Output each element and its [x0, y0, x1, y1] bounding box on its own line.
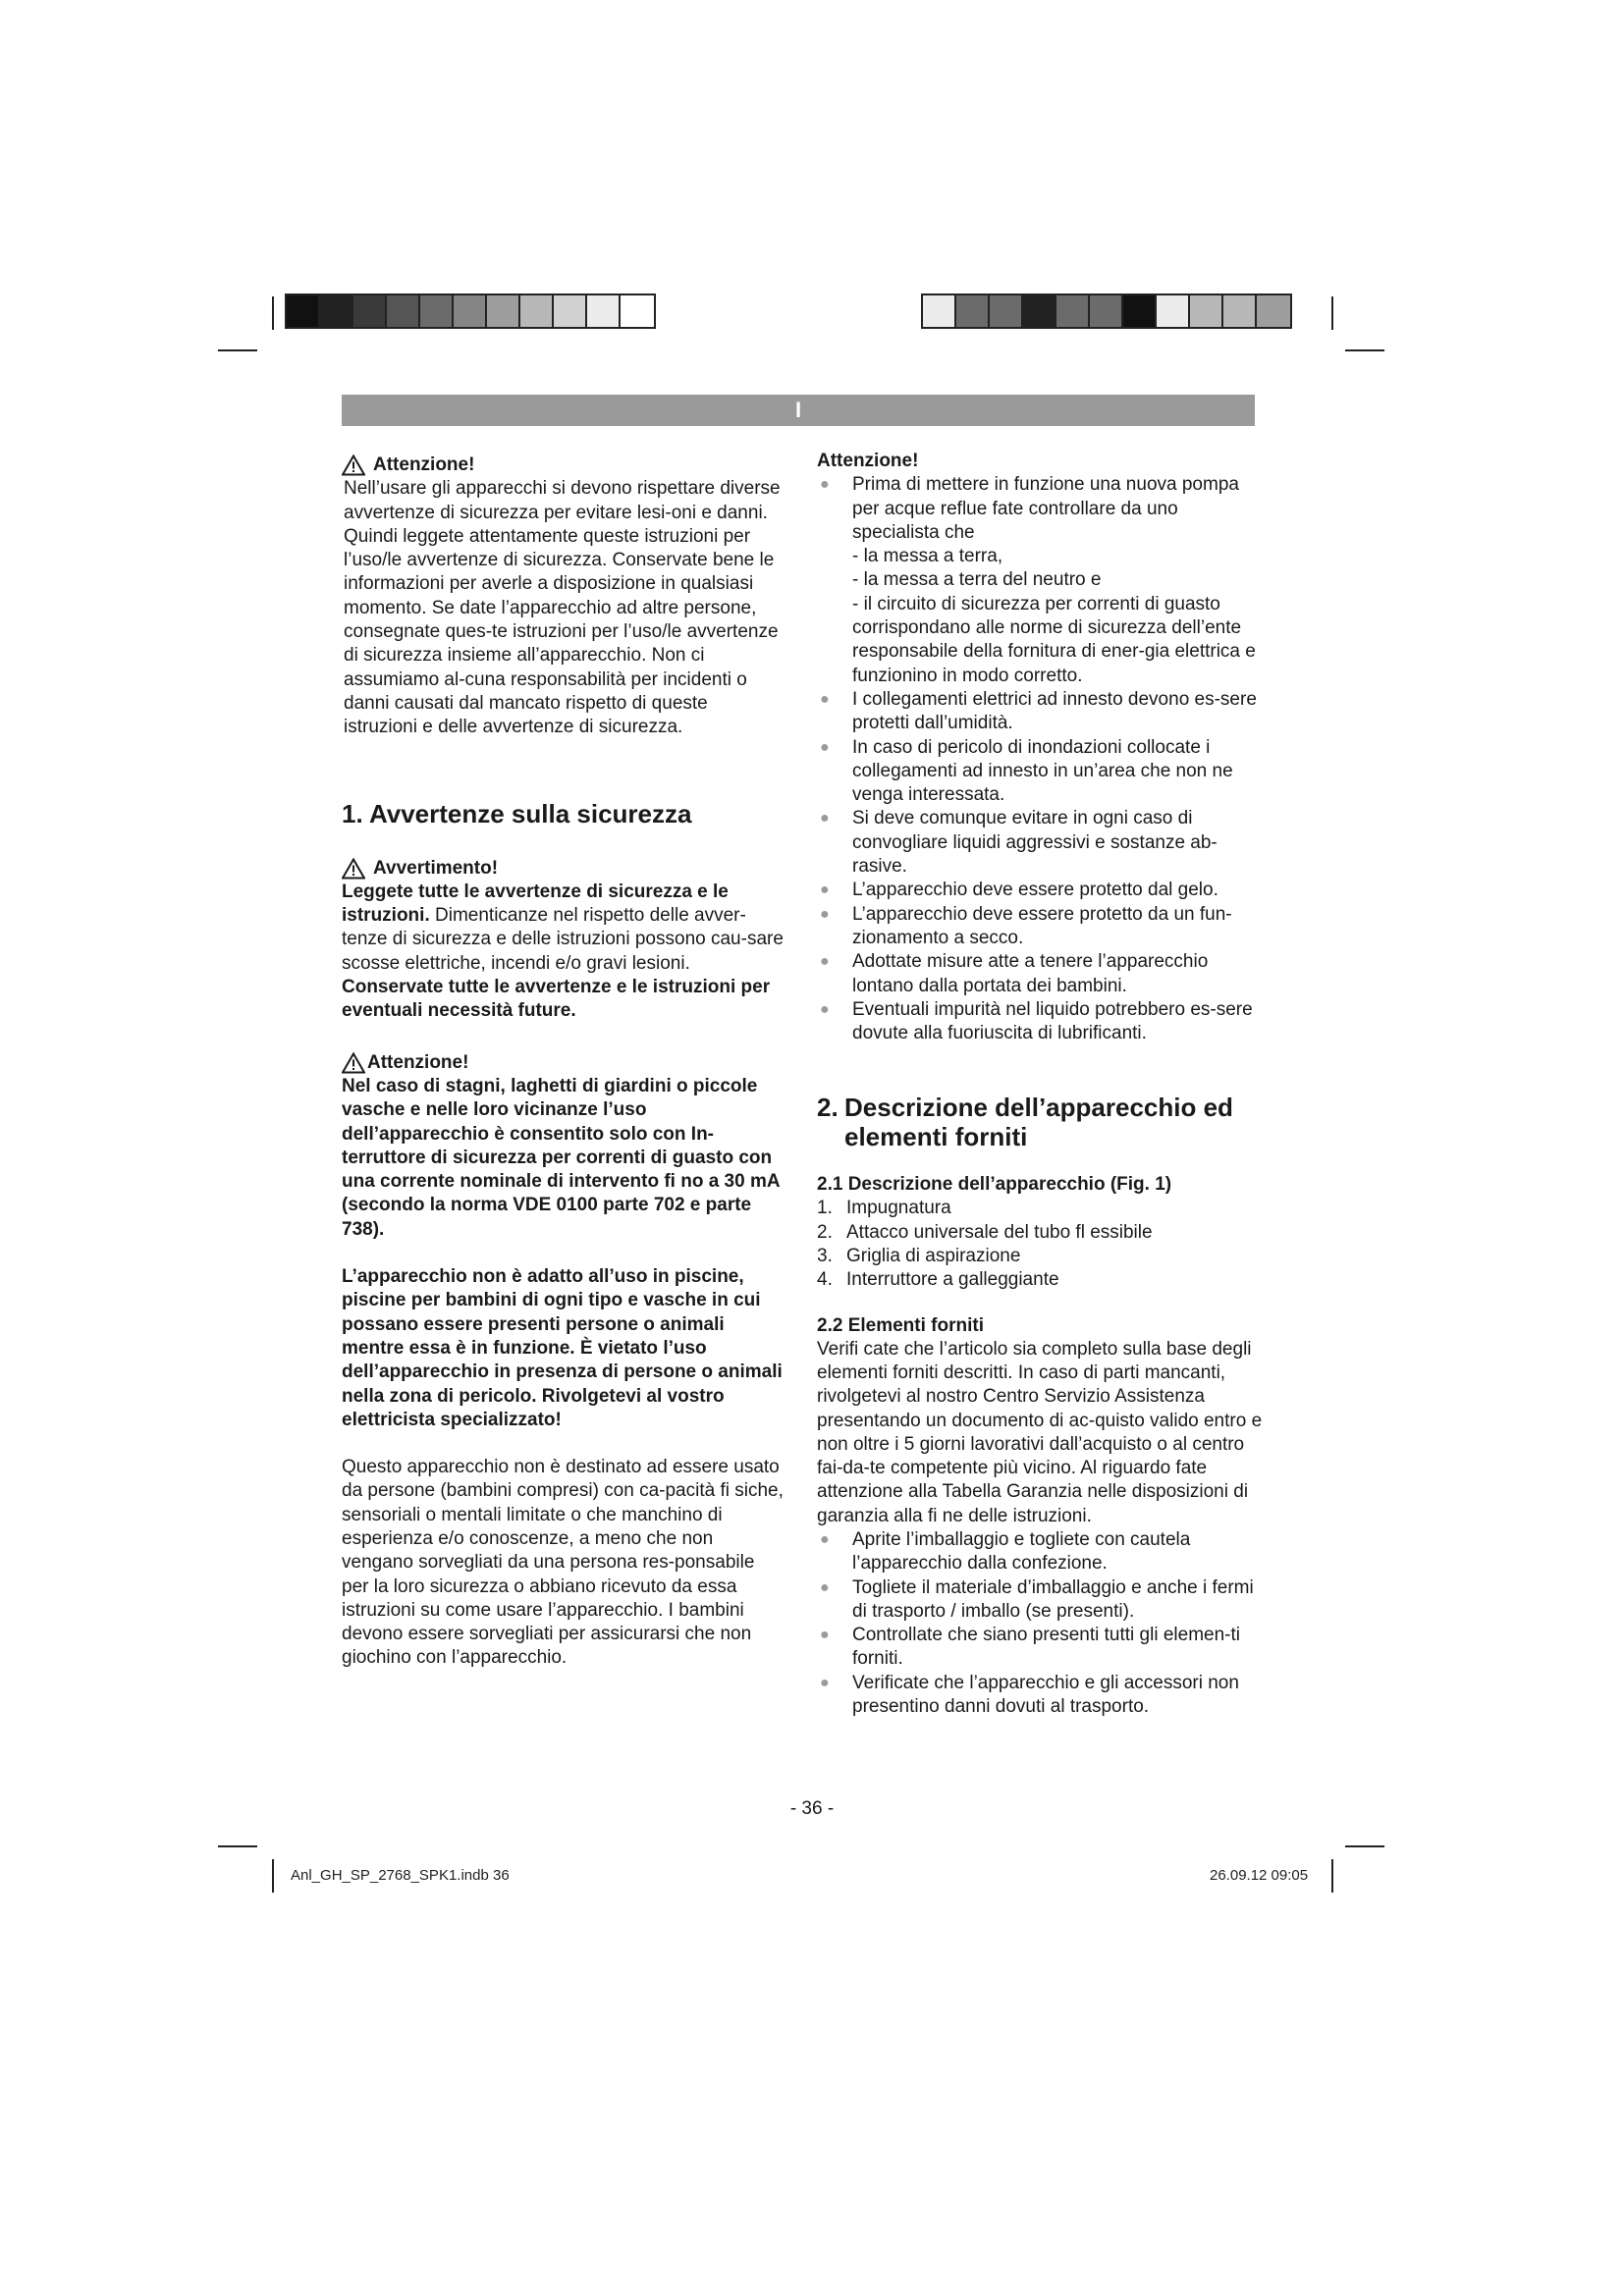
bullet-icon: ● [820, 810, 830, 828]
list-item: ● Aprite l’imballaggio e togliete con cautela l’apparecchio dalla confezione. [820, 1528, 1191, 1575]
warning-bold-keep: Conservate tutte le avvertenze e le istruzioni per eventuali necessità future. [342, 977, 771, 1022]
right-column [817, 450, 1264, 1719]
list-item: ● Adottate misure atte a tenere l’apparecchio lontano dalla portata dei bambini. [820, 951, 1209, 996]
color-swatch [387, 295, 420, 327]
section-2-number: 2. [817, 1093, 839, 1123]
list-item: ● I collegamenti elettrici ad innesto devono es-sere protetti dall’umidità. [820, 688, 1257, 734]
warning-bold-lead: Leggete tutte le avvertenze di sicurezza e le istruzioni. [342, 881, 729, 927]
color-swatch [621, 295, 654, 327]
colorbar-right [921, 294, 1292, 329]
color-swatch [923, 295, 956, 327]
crop-mark-top-right-horizontal [1345, 349, 1384, 351]
safety-bullet-list-continued [817, 688, 1264, 1045]
bullet-icon: ● [820, 953, 830, 971]
language-band [342, 395, 1255, 426]
language-tab: I [794, 398, 802, 422]
parts-list [817, 1197, 1264, 1292]
color-swatch [320, 295, 353, 327]
subsection-2-1-title: 2.1 Descrizione dell’apparecchio (Fig. 1) [817, 1174, 1172, 1196]
color-swatch [554, 295, 587, 327]
color-swatch [1123, 295, 1157, 327]
attention-heading-2: Attenzione! [342, 1051, 784, 1075]
color-swatch [956, 295, 990, 327]
list-item: 3. Griglia di aspirazione [817, 1246, 1021, 1267]
warning-heading: Avvertimento! [342, 857, 784, 881]
bullet-icon: ● [820, 476, 830, 494]
color-swatch [1157, 295, 1190, 327]
rcd-requirement-text: Nel caso di stagni, laghetti di giardini o piccole vasche e nelle loro vicinanze l’uso dell’apparecchio è consentito solo con In-terruttore di sicurezza per correnti di guasto con una corrente nominale di intervento fi no a 30 mA (secondo la norma VDE 0100 parte 702 e parte 738). [342, 1075, 780, 1240]
subsection-2-2-title: 2.2 Elementi forniti [817, 1314, 984, 1336]
color-swatch [1190, 295, 1223, 327]
pool-warning-text: L’apparecchio non è adatto all’uso in piscine, piscine per bambini di ogni tipo e vasche in cui possano essere presenti persone o animali mentre essa è in funzione. È vietato l’uso dell’apparecchio in presenza di persone o animali nella zona di pericolo. Rivolgetevi al vostro elettricista specializzato! [342, 1266, 783, 1430]
bullet-icon: ● [820, 1627, 830, 1644]
colorbar-left [285, 294, 656, 329]
list-item: ● Verificate che l’apparecchio e gli accessori non presentino danni dovuti al trasporto. [820, 1672, 1239, 1718]
list-item: 1. Impugnatura [817, 1198, 951, 1219]
attention-text: Nell’usare gli apparecchi si devono rispettare diverse avvertenze di sicurezza per evitare lesi-oni e danni. Quindi leggete attentamente queste istruzioni per l’uso/le avvertenze di sicurezza. Conservate bene le informazioni per averle a disposizione in qualsiasi momento. Se date l’apparecchio ad altre persone, consegnate ques-te istruzioni per l’uso/le avvertenze di sicurezza insieme all’apparecchio. Non ci assumiamo al-cuna responsabilità per incidenti o danni causati dal mancato rispetto di queste istruzioni e delle avvertenze di sicurezza. [344, 478, 781, 738]
color-swatch [1257, 295, 1290, 327]
warning-text [342, 881, 784, 1024]
list-item: ● Controllate che siano presenti tutti gli elemen-ti forniti. [820, 1625, 1240, 1670]
section-2-title: 2. Descrizione dell’apparecchio ed elementi forniti [817, 1093, 1233, 1152]
list-item: ● L’apparecchio deve essere protetto dal gelo. [817, 879, 1264, 902]
color-swatch [1056, 295, 1090, 327]
crop-mark-bottom-left-horizontal [218, 1845, 257, 1847]
color-swatch [487, 295, 520, 327]
list-item: ● Prima di mettere in funzione una nuova pompa per acque reflue fate controllare da uno specialista che [820, 474, 1239, 543]
color-swatch [1223, 295, 1257, 327]
list-item: 2. Attacco universale del tubo fl essibile [817, 1221, 1153, 1243]
color-swatch [1090, 295, 1123, 327]
warning-body: Dimenticanze nel rispetto delle avver-tenze di sicurezza e delle istruzioni possono cau-sare scosse elettriche, incendi e/o gravi lesioni. [342, 905, 784, 974]
warning-triangle-icon [342, 1052, 365, 1074]
bullet-icon: ● [820, 690, 830, 708]
bullet-icon: ● [820, 881, 830, 899]
sub-item: - la messa a terra del neutro e [852, 569, 1102, 591]
attention-heading-right: Attenzione! [817, 451, 919, 471]
print-date-time: 26.09.12 09:05 [1210, 1867, 1309, 1884]
crop-mark-bottom-left-vertical [272, 1859, 274, 1893]
crop-mark-bottom-right-horizontal [1345, 1845, 1384, 1847]
list-item: 4. Interruttore a galleggiante [817, 1269, 1059, 1291]
crop-mark-top-left-horizontal [218, 349, 257, 351]
crop-mark-top-right-vertical [1331, 296, 1333, 330]
bullet-icon: ● [820, 1578, 830, 1596]
crop-mark-bottom-right-vertical [1331, 1859, 1333, 1893]
color-swatch [454, 295, 487, 327]
crop-mark-top-left-vertical [272, 296, 274, 330]
color-swatch [587, 295, 621, 327]
bullet-icon: ● [820, 1000, 830, 1018]
list-item: ● Si deve comunque evitare in ogni caso di convogliare liquidi aggressivi e sostanze ab-rasive. [820, 808, 1218, 878]
color-swatch [520, 295, 554, 327]
bullet-icon: ● [820, 905, 830, 923]
delivered-items-text: Verifi cate che l’articolo sia completo sulla base degli elementi forniti descritti. In caso di parti mancanti, rivolgetevi al nostro Centro Servizio Assistenza presentando un documento di ac-quisto valido entro e non oltre i 5 giorni lavorativi dall’acquisto o al centro fai-da-te competente più vicino. Al riguardo fate attenzione alla Tabella Garanzia nelle disposizioni di garanzia alla fi ne delle istruzioni. [817, 1338, 1263, 1526]
color-swatch [990, 295, 1023, 327]
bullet-icon: ● [820, 1674, 830, 1691]
list-item: ● In caso di pericolo di inondazioni collocate i collegamenti ad innesto in un’area che non ne venga interessata. [820, 736, 1233, 806]
bullet-icon: ● [820, 738, 830, 756]
unpacking-bullet-list [817, 1528, 1264, 1719]
color-swatch [353, 295, 387, 327]
page-number: - 36 - [789, 1798, 835, 1819]
list-item: ● Eventuali impurità nel liquido potrebbero es-sere dovute alla fuoriuscita di lubrificanti. [820, 998, 1253, 1044]
list-item: ● L’apparecchio deve essere protetto da un fun-zionamento a secco. [820, 903, 1232, 948]
sub-item: - la messa a terra, [852, 546, 1003, 567]
warning-triangle-icon [342, 858, 365, 880]
bullet-icon: ● [820, 1530, 830, 1548]
color-swatch [420, 295, 454, 327]
sub-item: - il circuito di sicurezza per correnti di guasto corrispondano alle norme di sicurezza dell’ente responsabile della fornitura di ener-gia elettrica e funzionino in modo corretto. [852, 593, 1256, 686]
children-warning-text: Questo apparecchio non è destinato ad essere usato da persone (bambini compresi) con ca-pacità fi siche, sensoriali o mentali limitate o che manchino di esperienza e/o conoscenze, a meno che non vengano sorvegliati da una persona res-ponsabile per la loro sicurezza o abbiano ricevuto da essa istruzioni su come usare l’apparecchio. I bambini devono essere sorvegliati per assicurarsi che non giochino con l’apparecchio. [342, 1457, 784, 1669]
color-swatch [1023, 295, 1056, 327]
section-1-title: 1. Avvertenze sulla sicurezza [342, 798, 692, 828]
list-item: ● Togliete il materiale d’imballaggio e anche i fermi di trasporto / imballo (se presenti). [820, 1576, 1254, 1622]
safety-bullet-list [817, 473, 1264, 545]
warning-triangle-icon [342, 454, 365, 476]
color-swatch [287, 295, 320, 327]
attention-heading: Attenzione! [342, 454, 784, 477]
file-info: Anl_GH_SP_2768_SPK1.indb 36 [291, 1867, 510, 1884]
left-column [342, 454, 784, 1671]
